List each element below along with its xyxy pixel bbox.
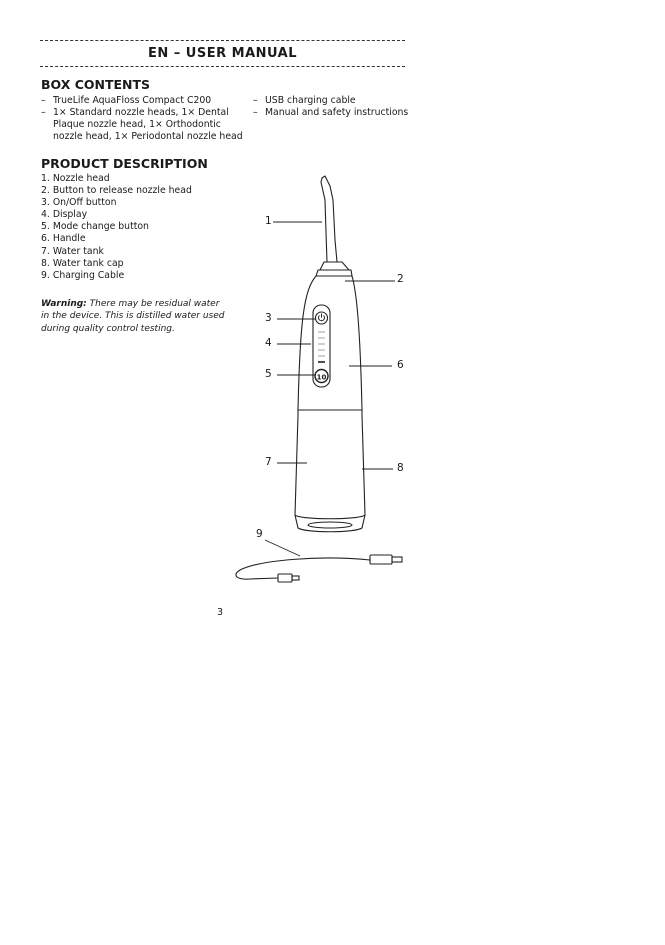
power-icon <box>319 314 325 321</box>
part-item: 8. Water tank cap <box>41 257 124 269</box>
charging-cable <box>236 555 402 582</box>
box-item-text: USB charging cable <box>265 95 356 106</box>
box-item-text: 1× Standard nozzle heads, 1× Dental Plaque nozzle head, 1× Orthodontic nozzle head, 1× Periodontal nozzle head <box>53 107 243 142</box>
release-button <box>316 270 352 276</box>
callout-8: 8 <box>397 462 404 474</box>
dash-bullet: – <box>253 95 258 106</box>
small-plug <box>278 574 292 582</box>
box-item-text: Manual and safety instructions <box>265 107 409 118</box>
nozzle-head <box>321 176 337 262</box>
callout-2: 2 <box>397 273 404 285</box>
part-item: 1. Nozzle head <box>41 173 110 184</box>
box-item-text: TrueLife AquaFloss Compact C200 <box>53 95 212 106</box>
dash-bullet: – <box>41 95 46 106</box>
part-item: 9. Charging Cable <box>41 269 125 281</box>
callout-4: 4 <box>265 337 272 349</box>
usb-plug <box>370 555 392 564</box>
mode-button-text: 10 <box>316 373 327 382</box>
usb-tip <box>392 557 402 562</box>
part-item: 3. On/Off button <box>41 197 117 209</box>
dash-bullet: – <box>41 107 46 118</box>
part-item: 5. Mode change button <box>41 221 149 233</box>
cap-rim <box>308 522 352 528</box>
callout-3: 3 <box>265 312 272 324</box>
warning-label: Warning: <box>41 299 87 309</box>
callout-6: 6 <box>397 359 404 371</box>
callout-7: 7 <box>265 456 272 468</box>
part-item: 6. Handle <box>41 233 86 245</box>
callout-1: 1 <box>265 215 272 227</box>
part-item: 4. Display <box>41 209 88 221</box>
manual-title: EN – USER MANUAL <box>147 46 298 61</box>
callout-9: 9 <box>256 528 263 540</box>
warning-text: There may be residual water in the device. This is distilled water used during quality control testing. <box>41 299 225 334</box>
small-plug-tip <box>292 576 299 580</box>
dash-bullet: – <box>253 107 258 118</box>
box-contents-heading: BOX CONTENTS <box>41 77 151 92</box>
nozzle-collar <box>320 262 349 270</box>
water-tank <box>295 410 365 519</box>
display-indicators <box>318 332 325 362</box>
callout-5: 5 <box>265 368 272 380</box>
part-item: 7. Water tank <box>41 245 104 257</box>
leader-lines <box>265 222 395 556</box>
part-item: 2. Button to release nozzle head <box>41 185 192 197</box>
page-number: 3 <box>217 607 224 618</box>
product-description-heading: PRODUCT DESCRIPTION <box>41 156 208 171</box>
